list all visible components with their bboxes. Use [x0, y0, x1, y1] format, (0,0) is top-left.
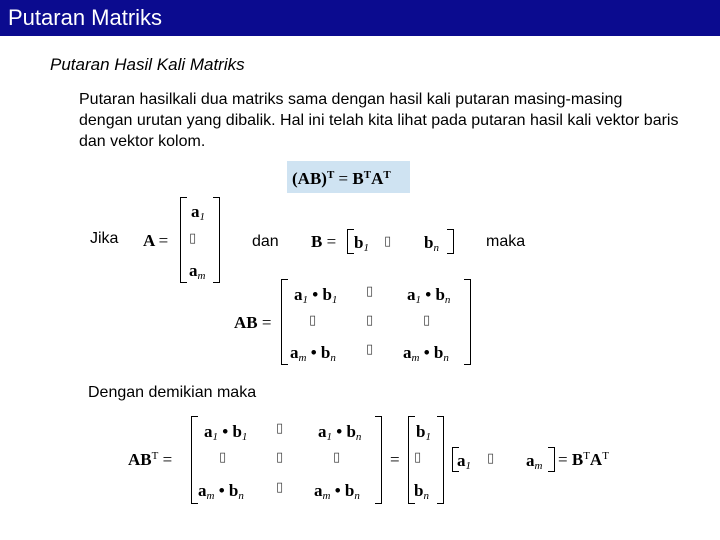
matrix-AB-ellipsis: ▯	[366, 313, 374, 328]
final-B: B	[571, 450, 584, 469]
final-B-T: T	[583, 450, 590, 462]
matrix-ABT-name	[128, 451, 172, 468]
formula-lhs: (AB)	[292, 169, 327, 188]
a-sub: 1	[302, 294, 308, 306]
b-sub: 1	[331, 294, 338, 306]
a-sym: a	[294, 285, 303, 304]
a-sym: a	[457, 451, 466, 470]
B-eq: =	[326, 232, 337, 251]
formula-A: A	[371, 169, 384, 188]
formula-B: B	[352, 169, 364, 188]
matrix-A-a1	[191, 203, 205, 223]
dot: •	[222, 422, 229, 441]
matrix-ABT-cell-mn	[314, 482, 360, 502]
matrix-a-row-right-bracket	[548, 447, 555, 472]
matrix-A-left-bracket	[180, 197, 187, 283]
a-sym: a	[407, 285, 416, 304]
a-sub: 1	[199, 211, 205, 223]
matrix-ABT-ellipsis: ▯	[219, 450, 227, 465]
b-sym: b	[322, 285, 332, 304]
a-sym: a	[403, 343, 412, 362]
a-sub: 1	[465, 460, 471, 472]
matrix-AB-name	[234, 314, 271, 331]
formula-B-T: T	[363, 169, 372, 181]
b-sym: b	[416, 422, 426, 441]
a-sym: a	[318, 422, 327, 441]
matrix-ABT-cell-11	[204, 423, 247, 443]
dot: •	[423, 343, 430, 362]
b-sub: n	[444, 294, 451, 306]
b-sub: n	[423, 490, 429, 502]
final-A-T: T	[602, 450, 609, 462]
matrix-ABT-right-bracket	[375, 416, 382, 504]
formula-lhs-T: T	[326, 169, 335, 181]
dot: •	[334, 481, 341, 500]
matrix-AB-cell-mn	[403, 344, 449, 364]
A-eq: =	[158, 231, 169, 250]
B-symbol: B	[311, 232, 323, 251]
ABT-eq: =	[162, 450, 173, 469]
b-sym: b	[424, 233, 434, 252]
b-sym: b	[228, 481, 239, 500]
matrix-b-col-bn	[414, 482, 429, 502]
matrix-AB-cell-11	[294, 286, 337, 306]
matrix-b-col-b1	[416, 423, 431, 443]
a-sub: m	[206, 490, 215, 502]
dot: •	[425, 285, 432, 304]
b-sym: b	[344, 481, 355, 500]
matrix-AB-cell-m1	[290, 344, 336, 364]
a-sub: 1	[326, 431, 332, 443]
b-sub: n	[355, 431, 362, 443]
label-dan: dan	[252, 233, 279, 250]
a-sub: 1	[212, 431, 218, 443]
dot: •	[312, 285, 319, 304]
AB-symbol: AB	[234, 313, 258, 332]
matrix-B-name	[311, 233, 336, 250]
matrix-AB-ellipsis: ▯	[366, 342, 374, 357]
a-sym: a	[314, 481, 323, 500]
b-sym: b	[346, 422, 356, 441]
matrix-a-row-ellipsis: ▯	[487, 451, 495, 466]
matrix-AB-left-bracket	[281, 279, 288, 365]
b-sub: n	[238, 490, 244, 502]
final-eq: =	[558, 450, 568, 469]
intro-paragraph: Putaran hasilkali dua matriks sama dengan hasil kali putaran masing-masing dengan urutan yang dibalik. Hal ini telah kita lihat pada putaran hasil kali vektor baris dan vektor kolom.	[79, 91, 679, 150]
ABT-T: T	[151, 450, 159, 462]
b-sub: n	[330, 352, 336, 364]
eq-sign-2: =	[390, 450, 400, 469]
a-sub: 1	[415, 294, 421, 306]
ABT-symbol: AB	[128, 450, 152, 469]
matrix-AB-cell-1n	[407, 286, 450, 306]
matrix-ABT-cell-m1	[198, 482, 244, 502]
matrix-b-col-right-bracket	[437, 416, 444, 504]
label-jika: Jika	[90, 230, 119, 247]
matrix-ABT-ellipsis: ▯	[276, 450, 284, 465]
matrix-ABT-left-bracket	[191, 416, 198, 504]
a-sub: m	[411, 352, 420, 364]
matrix-ABT-ellipsis: ▯	[333, 450, 341, 465]
final-A: A	[589, 450, 603, 469]
matrix-a-row-a1	[457, 452, 471, 472]
matrix-B-b1	[354, 234, 369, 254]
a-sym: a	[198, 481, 207, 500]
matrix-B-ellipsis: ▯	[384, 234, 392, 249]
formula-A-T: T	[383, 169, 391, 181]
A-symbol: A	[143, 231, 155, 250]
matrix-B-left-bracket	[347, 229, 354, 254]
matrix-AB-ellipsis: ▯	[423, 313, 431, 328]
b-sym: b	[433, 343, 444, 362]
b-sym: b	[414, 481, 424, 500]
matrix-AB-ellipsis: ▯	[309, 313, 317, 328]
AB-eq: =	[261, 313, 272, 332]
matrix-AB-ellipsis: ▯	[366, 284, 374, 299]
matrix-ABT-cell-1n	[318, 423, 361, 443]
matrix-ABT-ellipsis: ▯	[276, 421, 284, 436]
a-sym: a	[191, 202, 200, 221]
matrix-A-name	[143, 232, 168, 249]
b-sub: 1	[363, 242, 369, 254]
b-sub: n	[433, 242, 439, 254]
b-sym: b	[232, 422, 242, 441]
slide-subtitle: Putaran Hasil Kali Matriks	[50, 55, 245, 74]
b-sym: b	[320, 343, 331, 362]
label-maka: maka	[486, 233, 526, 250]
dot: •	[310, 343, 317, 362]
matrix-A-ellipsis: ▯	[189, 231, 197, 246]
a-sym: a	[189, 261, 198, 280]
label-dengan-demikian: Dengan demikian maka	[88, 384, 257, 401]
b-sub: 1	[425, 431, 431, 443]
a-sub: m	[534, 460, 543, 472]
matrix-B-right-bracket	[447, 229, 454, 254]
dot: •	[336, 422, 343, 441]
matrix-A-am	[189, 262, 205, 282]
final-BTAT	[558, 451, 609, 468]
transpose-formula	[292, 170, 391, 187]
matrix-AB-right-bracket	[464, 279, 471, 365]
b-sub: n	[443, 352, 449, 364]
a-sym: a	[290, 343, 299, 362]
matrix-a-row-am	[526, 452, 542, 472]
b-sub: 1	[241, 431, 248, 443]
a-sub: m	[197, 270, 206, 282]
b-sym: b	[354, 233, 364, 252]
slide-title: Putaran Matriks	[8, 5, 163, 30]
matrix-B-bn	[424, 234, 439, 254]
matrix-A-right-bracket	[213, 197, 220, 283]
b-sym: b	[435, 285, 445, 304]
matrix-b-col-ellipsis: ▯	[414, 450, 422, 465]
b-sub: n	[354, 490, 360, 502]
a-sym: a	[204, 422, 213, 441]
formula-eq: =	[338, 169, 349, 188]
matrix-ABT-ellipsis: ▯	[276, 480, 284, 495]
a-sub: m	[322, 490, 331, 502]
a-sym: a	[526, 451, 535, 470]
a-sub: m	[298, 352, 307, 364]
dot: •	[218, 481, 225, 500]
